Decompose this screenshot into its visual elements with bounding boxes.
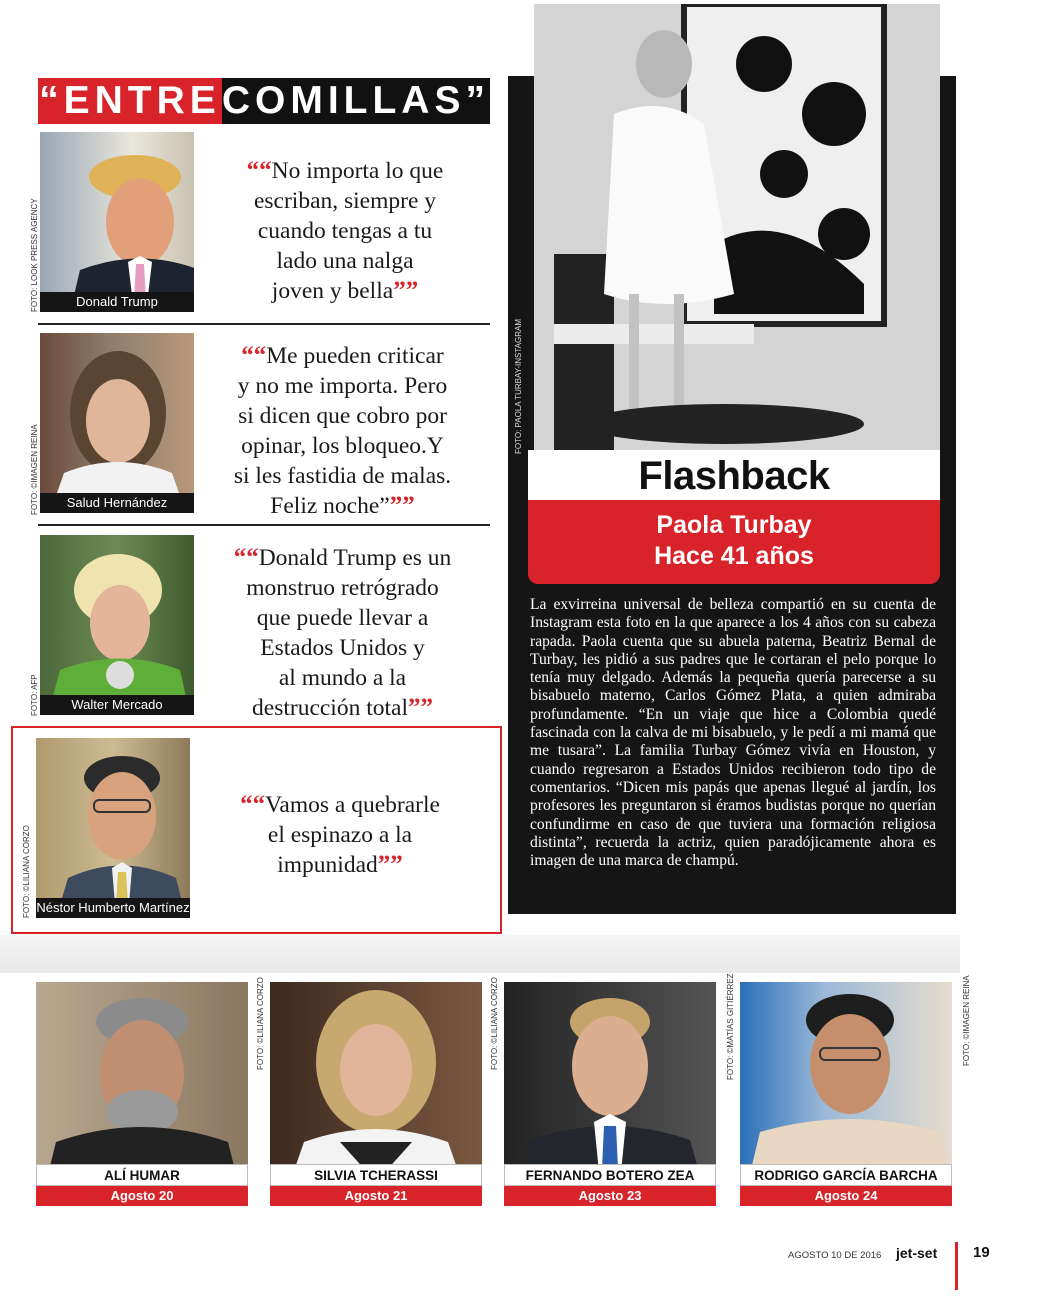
photo-credit: FOTO: ©LILIANA CORZO [22, 825, 31, 918]
flashback-years: Hace 41 años [654, 542, 814, 570]
birthday-card [36, 982, 248, 1224]
issue-date: AGOSTO 10 DE 2016 [788, 1250, 882, 1261]
divider [38, 323, 490, 325]
birthday-card [504, 982, 716, 1224]
child-with-painting-icon [534, 4, 940, 450]
birthday-date: Agosto 20 [36, 1186, 248, 1206]
birthday-date: Agosto 21 [270, 1186, 482, 1206]
photo-credit: FOTO: ©IMAGEN REINA [30, 424, 39, 515]
person-silhouette-icon [40, 535, 194, 715]
birthday-name: ALÍ HUMAR [36, 1164, 248, 1186]
portrait-photo [40, 132, 194, 312]
birthday-photo [504, 982, 716, 1182]
birthday-photo [36, 982, 248, 1182]
quote-text: ““Me pueden criticar y no me importa. Pero si dicen que cobro por opinar, los bloqueo.Y si les fastidia de malas. Feliz noche””” [233, 342, 452, 519]
birthday-card [270, 982, 482, 1224]
quote-text: ““Donald Trump es un monstruo retrógrado que puede llevar a Estados Unidos y al mundo a la destrucción total”” [233, 544, 452, 721]
photo-credit: FOTO: LOOK PRESS AGENCY [30, 198, 39, 312]
birthday-date: Agosto 23 [504, 1186, 716, 1206]
section-header [38, 78, 490, 124]
photo-credit: FOTO: ©IMAGEN REINA [962, 975, 971, 1066]
person-name: Donald Trump [40, 292, 194, 312]
page-number: 19 [973, 1244, 990, 1261]
photo-credit: FOTO: PAOLA TURBAY-INSTAGRAM [514, 319, 523, 454]
person-silhouette-icon [40, 132, 194, 312]
birthday-name: FERNANDO BOTERO ZEA [504, 1164, 716, 1186]
divider [38, 524, 490, 526]
birthday-date: Agosto 24 [740, 1186, 952, 1206]
portrait-photo [40, 535, 194, 715]
person-silhouette-icon [504, 982, 716, 1182]
header-entre: “ENTRE [39, 79, 221, 122]
quote-text: ““Vamos a quebrarle el espinazo a la impunidad”” [240, 791, 440, 878]
flashback-person: Paola Turbay [656, 511, 812, 539]
flashback-title: Flashback [638, 454, 830, 498]
flashback-title-box [528, 450, 940, 500]
header-comillas: COMILLAS” [221, 79, 490, 122]
quote-text: ““No importa lo que escriban, siempre y cuando tengas a tu lado una nalga joven y bella”” [246, 157, 444, 304]
photo-credit: FOTO: AFP [30, 674, 39, 716]
birthday-photo [270, 982, 482, 1182]
photo-credit: FOTO: ©LILIANA CORZO [256, 977, 265, 1070]
flashback-photo [534, 4, 940, 450]
person-silhouette-icon [40, 333, 194, 513]
flashback-subtitle [528, 500, 940, 584]
portrait-photo [40, 333, 194, 513]
person-name: Salud Hernández [40, 493, 194, 513]
birthday-name: RODRIGO GARCÍA BARCHA [740, 1164, 952, 1186]
magazine-brand: jet-set [896, 1245, 938, 1261]
person-name: Néstor Humberto Martínez [36, 898, 190, 918]
birthday-photo [740, 982, 952, 1182]
photo-credit: FOTO: ©MATÍAS GITIÉRREZ [726, 973, 735, 1080]
footer-divider [955, 1242, 958, 1290]
section-band [0, 935, 960, 973]
flashback-body: La exvirreina universal de belleza compartió en su cuenta de Instagram esta foto en la que aparece a los 4 años con su cabeza rapada. Paola cuenta que su abuela paterna, Beatriz Bernal de Turbay, les pidió a sus padres que le cortaran el pelo porque lo tenía muy delgado. Además la pequeña quería parecerse a su bisabuelo materno, Carlos Gómez Plata, a quien admiraba profundamente. “En un viaje que hice a Colombia quedé fascinada con la calva de mi bisabuelo, y le pedí a mi mamá que me tusara”. La familia Turbay Gómez vivía en Houston, y cuando regresaron a Estados Unidos recibieron todo tipo de comentarios. “Dicen mis papás que apenas llegué al jardín, los profesores les preguntaron si éramos budistas porque no querían confundirme en caso de que tuviera una formación religiosa distinta”, recuerda la actriz, quien paradójicamente ahora es imagen de una marca de champú. [530, 596, 936, 870]
person-silhouette-icon [270, 982, 482, 1182]
birthday-card [740, 982, 952, 1224]
photo-credit: FOTO: ©LILIANA CORZO [490, 977, 499, 1070]
birthday-name: SILVIA TCHERASSI [270, 1164, 482, 1186]
portrait-photo [36, 738, 190, 918]
person-silhouette-icon [36, 738, 190, 918]
person-name: Walter Mercado [40, 695, 194, 715]
person-silhouette-icon [740, 982, 952, 1182]
person-silhouette-icon [36, 982, 248, 1182]
